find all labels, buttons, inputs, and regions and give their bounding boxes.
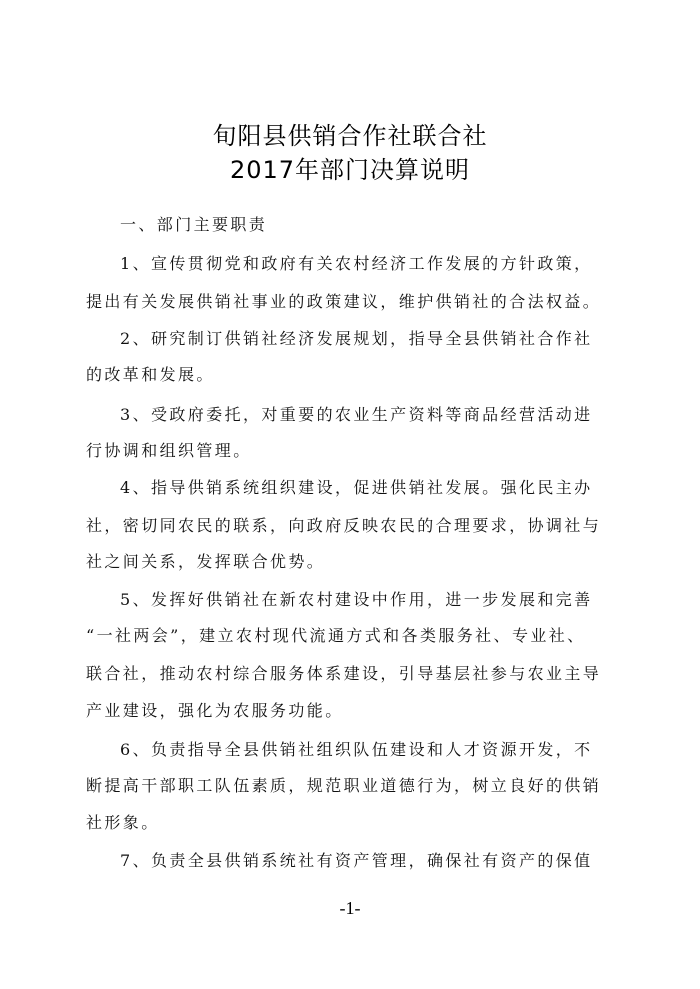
paragraph-line: 联合社，推动农村综合服务体系建设，引导基层社参与农业主导 bbox=[86, 664, 602, 683]
paragraph-line: 社之间关系，发挥联合优势。 bbox=[86, 552, 326, 571]
document-subtitle: 2017年部门决算说明 bbox=[229, 156, 471, 184]
paragraph-line: 断提高干部职工队伍素质，规范职业道德行为，树立良好的供销 bbox=[86, 776, 602, 795]
page-number: -1- bbox=[339, 898, 361, 918]
document-title: 旬阳县供销合作社联合社 bbox=[212, 122, 488, 150]
paragraph-line: 2、研究制订供销社经济发展规划，指导全县供销社合作社 bbox=[120, 329, 593, 348]
section-heading-duties: 一、部门主要职责 bbox=[120, 215, 268, 234]
paragraph-line: “一社两会”，建立农村现代流通方式和各类服务社、专业社、 bbox=[86, 626, 586, 645]
paragraph-line: 行协调和组织管理。 bbox=[86, 441, 252, 460]
paragraph-line: 的改革和发展。 bbox=[86, 365, 215, 384]
paragraph-line: 5、发挥好供销社在新农村建设中作用，进一步发展和完善 bbox=[120, 590, 593, 609]
paragraph-line: 3、受政府委托，对重要的农业生产资料等商品经营活动进 bbox=[120, 405, 593, 424]
paragraph-line: 产业建设，强化为农服务功能。 bbox=[86, 701, 344, 720]
paragraph-line: 4、指导供销系统组织建设，促进供销社发展。强化民主办 bbox=[120, 478, 593, 497]
paragraph-line: 6、负责指导全县供销社组织队伍建设和人才资源开发，不 bbox=[120, 740, 593, 759]
paragraph-line: 1、宣传贯彻党和政府有关农村经济工作发展的方针政策， bbox=[120, 254, 593, 273]
paragraph-line: 提出有关发展供销社事业的政策建议，维护供销社的合法权益。 bbox=[86, 292, 602, 311]
paragraph-line: 社，密切同农民的联系，向政府反映农民的合理要求，协调社与 bbox=[86, 516, 602, 535]
paragraph-line: 7、负责全县供销系统社有资产管理，确保社有资产的保值 bbox=[120, 851, 593, 870]
paragraph-line: 社形象。 bbox=[86, 813, 160, 832]
